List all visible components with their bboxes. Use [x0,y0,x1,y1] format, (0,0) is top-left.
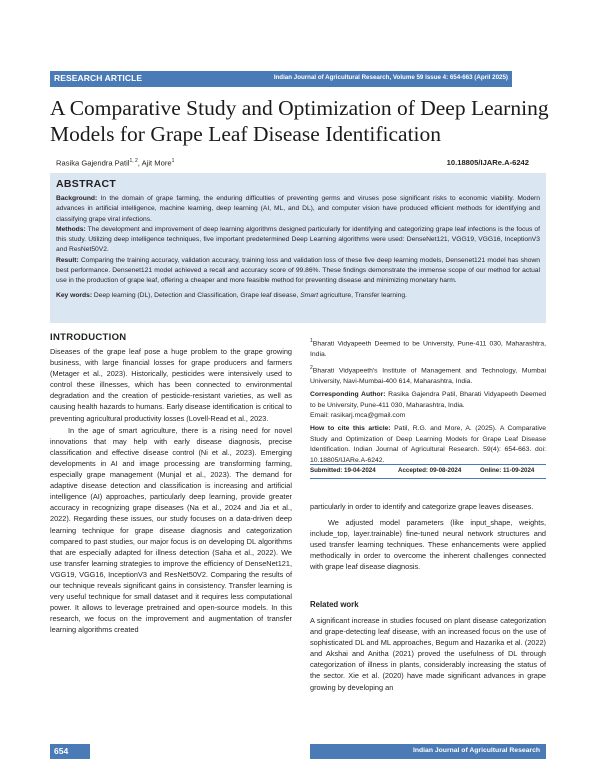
page-number-box [50,744,90,759]
article-header-bar [50,71,512,87]
right-column-text [310,501,546,573]
author-email: Email: rasikarj.mca@gmail.com [310,411,406,419]
author-1: Rasika Gajendra Patil [56,158,130,168]
abstract-methods: Methods: The development and improvement of deep learning algorithms designed particularly for identifying and categorizing grape leaf infections is the focus of this study. Utilizing deep intelligence techniques, five important predetermined Deep Learning algorithms were used: DenseNet121, VGG19, VGG16, InceptionV3 and ResNet50V2. [56,225,540,254]
affiliation-2: $^2$Bharati Vidyapeeth's Institute of Management and Technology, Mumbai University, Navi-Mumbai-400 614, Maharashtra, India. [310,365,546,385]
dates-divider [310,478,546,479]
introduction-text [50,346,292,635]
abstract-result: Result: Comparing the training accuracy, validation accuracy, training loss and validation loss of these five deep learning models, Densenet121 model has shown best performance. Densenet121 model achieved a recall and accuracy score of 99.86%. These findings demonstrate the immense scope of our method for actual use in the production of grape leaf, offering a cheaper and more feasible method for preventing disease and minimizing monetary harm. [56,256,540,285]
author-2-affiliation: 1 [171,158,175,164]
affiliation-1: $^1$Bharati Vidyapeeth Deemed to be University, Pune-411 030, Maharashtra, India. [310,338,546,358]
intro-paragraph-2: In the age of smart agriculture, there is a rising need for novel innovations that may help with early disease diagnosis, precise classification and effective disease control (Ni et al., 2023). Emerging developments in AI and image processing are transforming farming, especially grape management (Munjal et al., 2023). The demand for adaptive disease detection and classification is increasing and artificial intelligence (AI) approaches, particularly deep learning, provide greater accuracy in recognizing grape diseases (Na et al., 2024 and Jia et al., 2022). Regarding these issues, our study focuses on a data-driven deep learning technique for grape disease diagnosis and categorization compared to past studies, our major focus is on developing DL algorithms that are especially adapted for illness detection (Saha et al., 2022). We use transfer learning strategies to improve the efficiency of DenseNet121, VGG19, VGG16, InceptionV3 and ResNet50V2. Comparing the results of our technique reveals significant gains in consistency. Transfer learning is very useful technique for small dataset and it requires less computational power. It allows to leverage pretrained and open-source models. In this research, we focus on the improvement and augmentation of transfer learning algorithms created [50,425,292,635]
abstract-keywords: Key words: Deep learning (DL), Detection and Classification, Grape leaf disease, Smart agriculture, Transfer learning. [56,291,407,299]
footnote-divider [310,464,546,465]
abstract-background: Background: In the domain of grape farming, the enduring difficulties of preventing germs and viruses pose significant risks to economic viability. Modern advances in artificial intelligence, machine learning, deep learning (AI, ML, and DL), and computer vision have produced efficient methods for identifying and classifying grape viral infections. [56,195,541,223]
related-work-heading: Related work [310,600,359,609]
doi: 10.18805/IJARe.A-6242 [446,158,529,167]
online-date: Online: 11-09-2024 [480,467,535,474]
right-paragraph-1: particularly in order to identify and categorize grape leaves diseases. [310,502,534,511]
intro-paragraph-1: Diseases of the grape leaf pose a huge problem to the grape growing business, with large financial losses for grape producers and farmers (Metager et al., 2023). Historically, pesticides were intensively used to control these illnesses, which has been connected to environmental degradation and the creation of pesticide-resistant varieties, as well as causing health hazards to humans. Early disease identification is critical to preventing agricultural productivity losses (Lovell-Read et al., 2023. [50,347,292,423]
journal-footer-bar [310,744,546,759]
article-title [50,95,550,147]
related-work-text [310,615,546,693]
submitted-date: Submitted: 19-04-2024 [310,467,376,474]
corresponding-author: Corresponding Author: Rasika Gajendra Patil, Bharati Vidyapeeth Deemed to be University, Pune-411 030, Maharashtra, India. [310,391,546,409]
related-paragraph: A significant increase in studies focused on plant disease categorization and grape-detecting leaf disease, with an increased focus on the use of sophisticated DL and ML approaches, Begum and Hazarika et al. (2022) and Akshai and Anitha (2021) proved the usefulness of DL through categorization of illness in plants, considerably increasing the status of the sector. Xie et al. (2020) have made significant advances in grape growing by developing an [310,616,546,692]
accepted-date: Accepted: 09-08-2024 [398,467,462,474]
author-1-affiliation: 1, 2 [129,158,138,164]
introduction-heading: INTRODUCTION [50,332,127,343]
page-number: 654 [54,746,69,756]
abstract-heading: ABSTRACT [56,178,117,190]
section-label: RESEARCH ARTICLE [54,73,143,83]
journal-name: Indian Journal of Agricultural Research [412,747,540,754]
abstract-box [50,173,546,323]
author-2: Ajit More [141,158,172,168]
abstract-body [56,194,540,301]
author-list: Rasika Gajendra Patil$^{1, 2}$, Ajit More$^1$ [56,158,175,168]
journal-citation: Indian Journal of Agricultural Research, Volume 59 Issue 4: 654-663 (April 2025) [273,74,508,81]
right-paragraph-2: We adjusted model parameters (like input_shape, weights, include_top, layer.trainable) fine-tuned neural network structures and used transfer learning techniques. These enhancements were applied methodically in order to overcome the inherent challenges connected with grape leaf disease diagnosis. [310,518,546,572]
how-to-cite: How to cite this article: Patil, R.G. and More, A. (2025). A Comparative Study and Optimization of Deep Learning Models for Grape Leaf Disease Identification. Indian Journal of Agricultural Research. 59(4): 654-663. doi: 10.18805/IJARe.A-6242. [310,425,547,464]
title-line-2: Models for Grape Leaf Disease Identification [50,122,442,146]
author-footnotes [310,336,546,469]
article-dates [310,467,546,474]
title-line-1: A Comparative Study and Optimization of Deep Learning [50,96,549,120]
